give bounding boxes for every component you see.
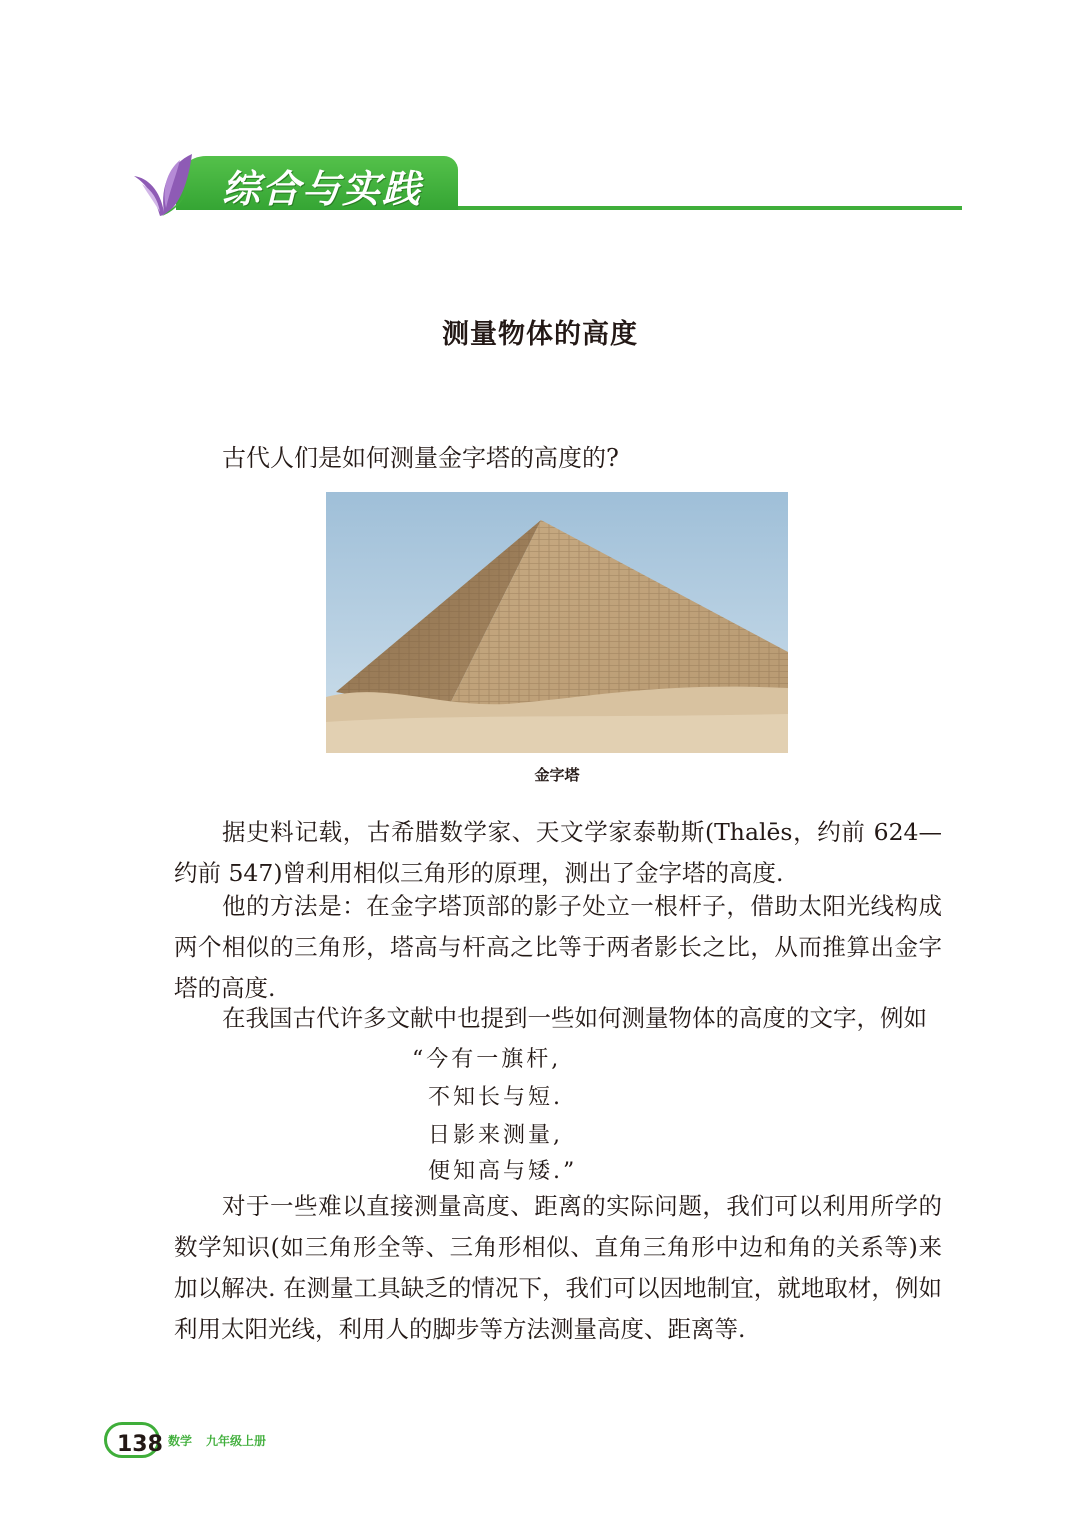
book-volume: 九年级上册 [206,1434,267,1448]
pyramid-illustration [326,492,788,753]
page-number: 138 [117,1432,163,1457]
photo-caption: 金字塔 [534,766,580,784]
page-footer [104,1418,404,1462]
paragraph-method: 他的方法是：在金字塔顶部的影子处立一根杆子，借助太阳光线构成两个相似的三角形，塔高与杆高之比等于两者影长之比，从而推算出金字塔的高度. [174,892,942,1002]
pyramid-photo [326,492,788,753]
section-header [0,0,1080,230]
wing-icon [130,150,202,220]
page-number-badge [104,1422,163,1458]
poem-line: 日影来测量, [428,1123,563,1148]
poem-line: 便知高与矮.” [428,1159,578,1184]
poem-line: “今有一旗杆, [412,1047,562,1072]
intro-question: 古代人们是如何测量金字塔的高度的? [222,444,619,472]
book-name: 数学 [168,1434,193,1448]
section-title: 综合与实践 [222,167,423,211]
paragraph-ancient-china: 在我国古代许多文献中也提到一些如何测量物体的高度的文字，例如 [222,1004,927,1032]
header-rule [420,206,962,210]
paragraph-thales: 据史料记载，古希腊数学家、天文学家泰勒斯(Thalēs，约前 624—约前 547)曾利用相似三角形的原理，测出了金字塔的高度. [174,818,942,887]
page-title: 测量物体的高度 [442,319,638,350]
poem-line: 不知长与短. [428,1085,563,1110]
paragraph-conclusion: 对于一些难以直接测量高度、距离的实际问题，我们可以利用所学的数学知识(如三角形全等、三角形相似、直角三角形中边和角的关系等)来加以解决. 在测量工具缺乏的情况下，我们可以因地制宜，就地取材，例如利用太阳光线，利用人的脚步等方法测量高度、距离等. [174,1192,942,1343]
